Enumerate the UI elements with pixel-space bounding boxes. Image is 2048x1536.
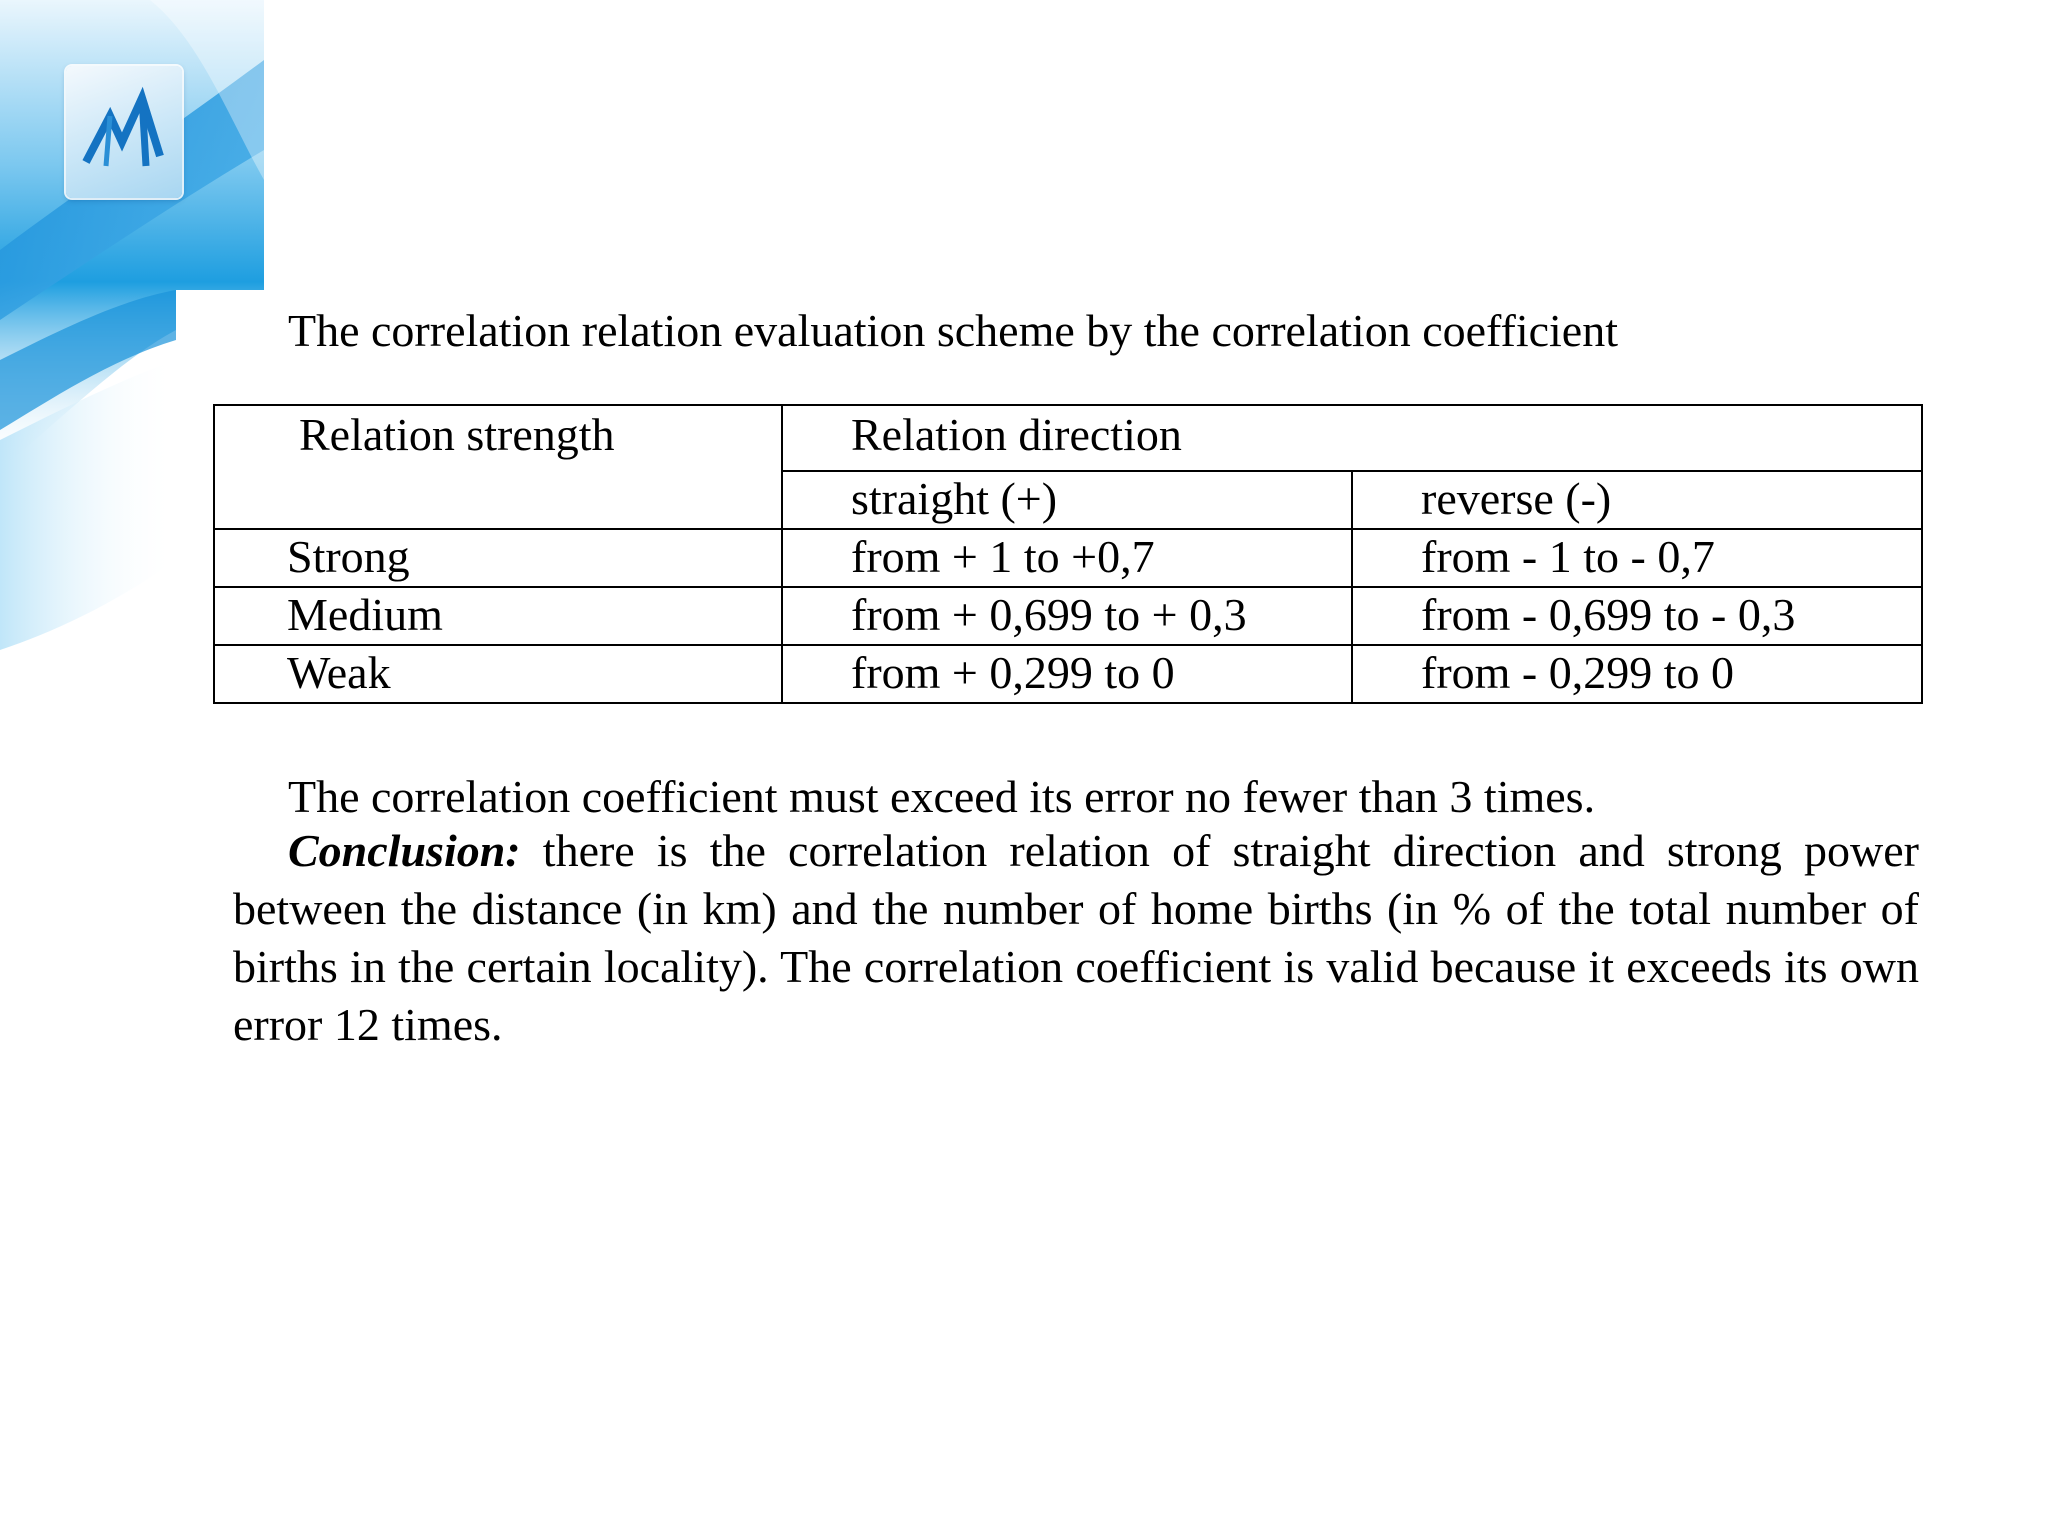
cell-strength: Weak (214, 645, 782, 703)
cell-straight: from + 0,699 to + 0,3 (782, 587, 1352, 645)
cell-strength: Strong (214, 529, 782, 587)
cell-reverse: from - 0,299 to 0 (1352, 645, 1922, 703)
cell-strength: Medium (214, 587, 782, 645)
cell-reverse: from - 0,699 to - 0,3 (1352, 587, 1922, 645)
header-straight: straight (+) (782, 471, 1352, 529)
header-relation-direction: Relation direction (782, 405, 1922, 471)
mountain-peaks-logo-icon (80, 86, 168, 178)
cell-straight: from + 0,299 to 0 (782, 645, 1352, 703)
conclusion-label: Conclusion: (288, 825, 521, 876)
header-relation-strength: Relation strength (214, 405, 782, 529)
conclusion-paragraph (233, 822, 1919, 1054)
logo (66, 66, 182, 198)
correlation-scheme-table (213, 404, 1923, 704)
slide-heading: The correlation relation evaluation scheme by the correlation coefficient (288, 305, 1619, 356)
table-row (214, 529, 1922, 587)
table-header-row (214, 405, 1922, 471)
header-reverse: reverse (-) (1352, 471, 1922, 529)
cell-reverse: from - 1 to - 0,7 (1352, 529, 1922, 587)
error-requirement-text: The correlation coefficient must exceed its error no fewer than 3 times. (288, 771, 1596, 822)
table-row (214, 645, 1922, 703)
conclusion-text: there is the correlation relation of straight direction and strong power between the distance (in km) and the number of home births (in % of the total number of births in the certain locality). The correlation coefficient is valid because it exceeds its own error 12 times. (233, 825, 1919, 1050)
table-row (214, 587, 1922, 645)
cell-straight: from + 1 to +0,7 (782, 529, 1352, 587)
